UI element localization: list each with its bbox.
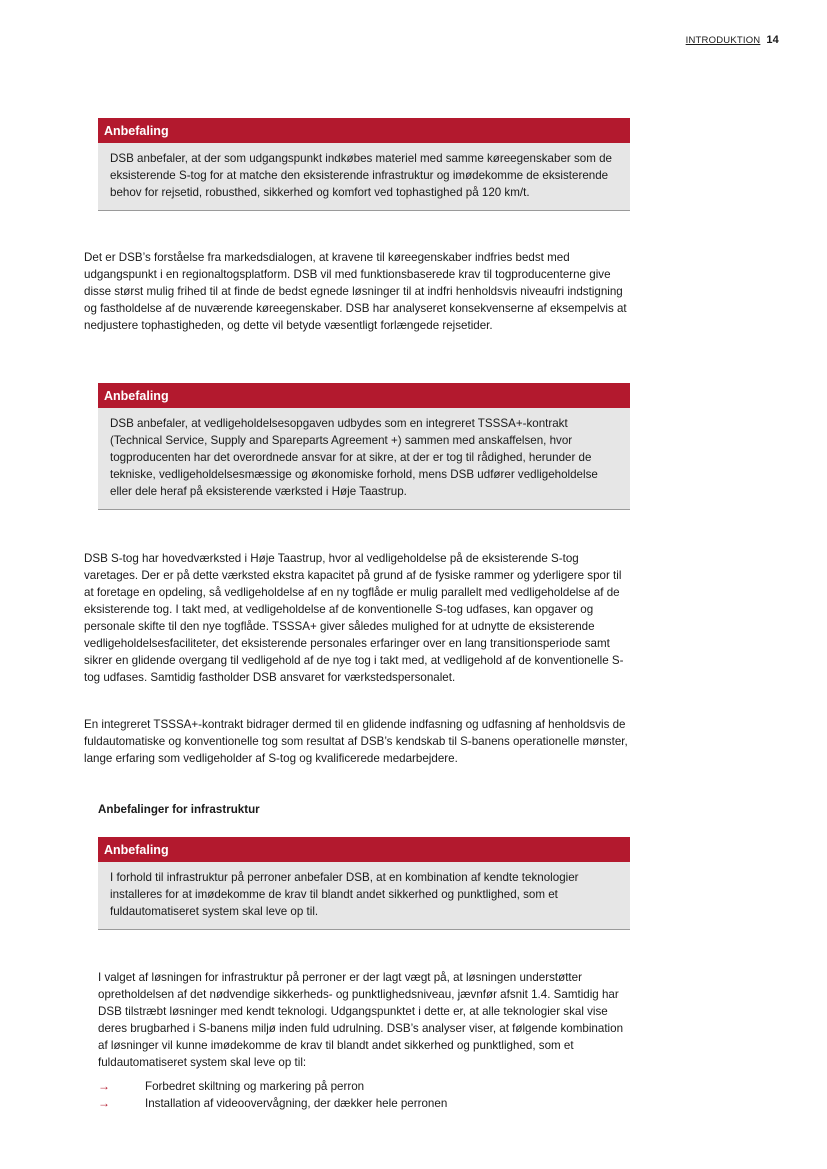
recommendation-text: DSB anbefaler, at vedligeholdelsesopgaven udbydes som en integreret TSSSA+-kontrakt (Technical Service, Supply and Spareparts Agreement +) sammen med anskaffelsen, hvor togproducenten har det overordnede ansvar for at sikre, at der er tog til rådighed, herunder de tekniske, vedligeholdelsesmæssige og økonomiske forhold, mens DSB udfører vedligeholdelse eller dele heraf på eksisterende værksted i Høje Taastrup. bbox=[110, 417, 598, 498]
list-item-text: Installation af videoovervågning, der dækker hele perronen bbox=[145, 1097, 448, 1110]
arrow-right-icon: → bbox=[98, 1079, 110, 1093]
paragraph-workshop: DSB S-tog har hovedværksted i Høje Taastrup, hvor al vedligeholdelse på de eksisterende S-tog varetages. Der er på dette værksted ekstra kapacitet på grund af de fysiske rammer og yderligere spor til at foretage en opdeling, så vedligeholdelse af en ny togflåde er mulig parallelt med vedligeholdelse af de eksisterende tog. I takt med, at vedligeholdelse af de konventionelle S-tog udfases, kan opgaver og personale skifte til den nye togflåde. TSSSA+ giver således mulighed for at udnytte de eksisterende vedligeholdelsesfaciliteter, det eksisterende personales erfaringer over en lang transitionsperiode samt sikrer en glidende overgang til vedligehold af de nye tog i takt med, at vedligehold af de konventionelle S-tog udfases. Samtidig fastholder DSB ansvaret for værkstedspersonalet. bbox=[84, 552, 624, 684]
paragraph-tsssa-contract: En integreret TSSSA+-kontrakt bidrager dermed til en glidende indfasning og udfasning af henholdsvis de fuldautomatiske og konventionelle tog som resultat af DSB’s kendskab til S-banens operationelle mønster, lange erfaring som vedligeholder af S-tog og kvalificerede medarbejdere. bbox=[84, 718, 628, 765]
recommendation-text: DSB anbefaler, at der som udgangspunkt indkøbes materiel med samme køreegenskaber som de eksisterende S-tog for at matche den eksisterende infrastruktur og imødekomme de eksisterende behov for rejsetid, robusthed, sikkerhed og komfort ved tophastighed på 120 km/t. bbox=[110, 152, 613, 199]
page-header bbox=[686, 34, 779, 46]
recommendation-box-3 bbox=[98, 837, 630, 930]
section-label: INTRODUKTION bbox=[685, 35, 761, 46]
paragraph-platform-infrastructure: I valget af løsningen for infrastruktur på perroner er der lagt vægt på, at løsningen understøtter opretholdelsen af det nødvendige sikkerheds- og punktlighedsniveau, jævnfør afsnit 1.4. Samtidig har DSB tilstræbt løsninger med kendt teknologi. Udgangspunktet i dette er, at alle teknologier skal vise deres brugbarhed i S-banens miljø inden fuld udrulning. DSB’s analyser viser, at følgende kombination af løsninger vil kunne imødekomme de krav til blandt andet sikkerhed og punktlighed, som et fuldautomatiseret system skal leve op til: bbox=[98, 971, 624, 1069]
list-item-text: Forbedret skiltning og markering på perron bbox=[145, 1080, 365, 1093]
page-number: 14 bbox=[766, 34, 779, 46]
recommendation-box-2 bbox=[98, 383, 630, 510]
recommendation-text: I forhold til infrastruktur på perroner anbefaler DSB, at en kombination af kendte teknologier installeres for at imødekomme de krav til blandt andet sikkerhed og punktlighed, som et fuldautomatiseret system skal leve op til. bbox=[110, 871, 579, 918]
arrow-right-icon: → bbox=[98, 1096, 110, 1110]
recommendation-box-1 bbox=[98, 118, 630, 211]
subheading-infrastructure: Anbefalinger for infrastruktur bbox=[98, 803, 260, 816]
list-item bbox=[98, 1078, 630, 1095]
solution-list bbox=[98, 1078, 630, 1112]
paragraph-market-dialogue: Det er DSB’s forståelse fra markedsdialogen, at kravene til køreegenskaber indfries bedst med udgangspunkt i en regionaltogsplatform. DSB vil med funktionsbaserede krav til togproducenterne give disse størst mulig frihed til at finde de bedst egnede løsninger til at indfri henholdsvis niveaufri indstigning og fastholdelse af de nuværende køreegenskaber. DSB har analyseret konsekvenserne af eksempelvis at nedjustere tophastigheden, og dette vil betyde væsentligt forlængede rejsetider. bbox=[84, 251, 627, 332]
recommendation-title: Anbefaling bbox=[98, 383, 630, 408]
recommendation-title: Anbefaling bbox=[98, 118, 630, 143]
recommendation-title: Anbefaling bbox=[98, 837, 630, 862]
list-item bbox=[98, 1095, 630, 1112]
